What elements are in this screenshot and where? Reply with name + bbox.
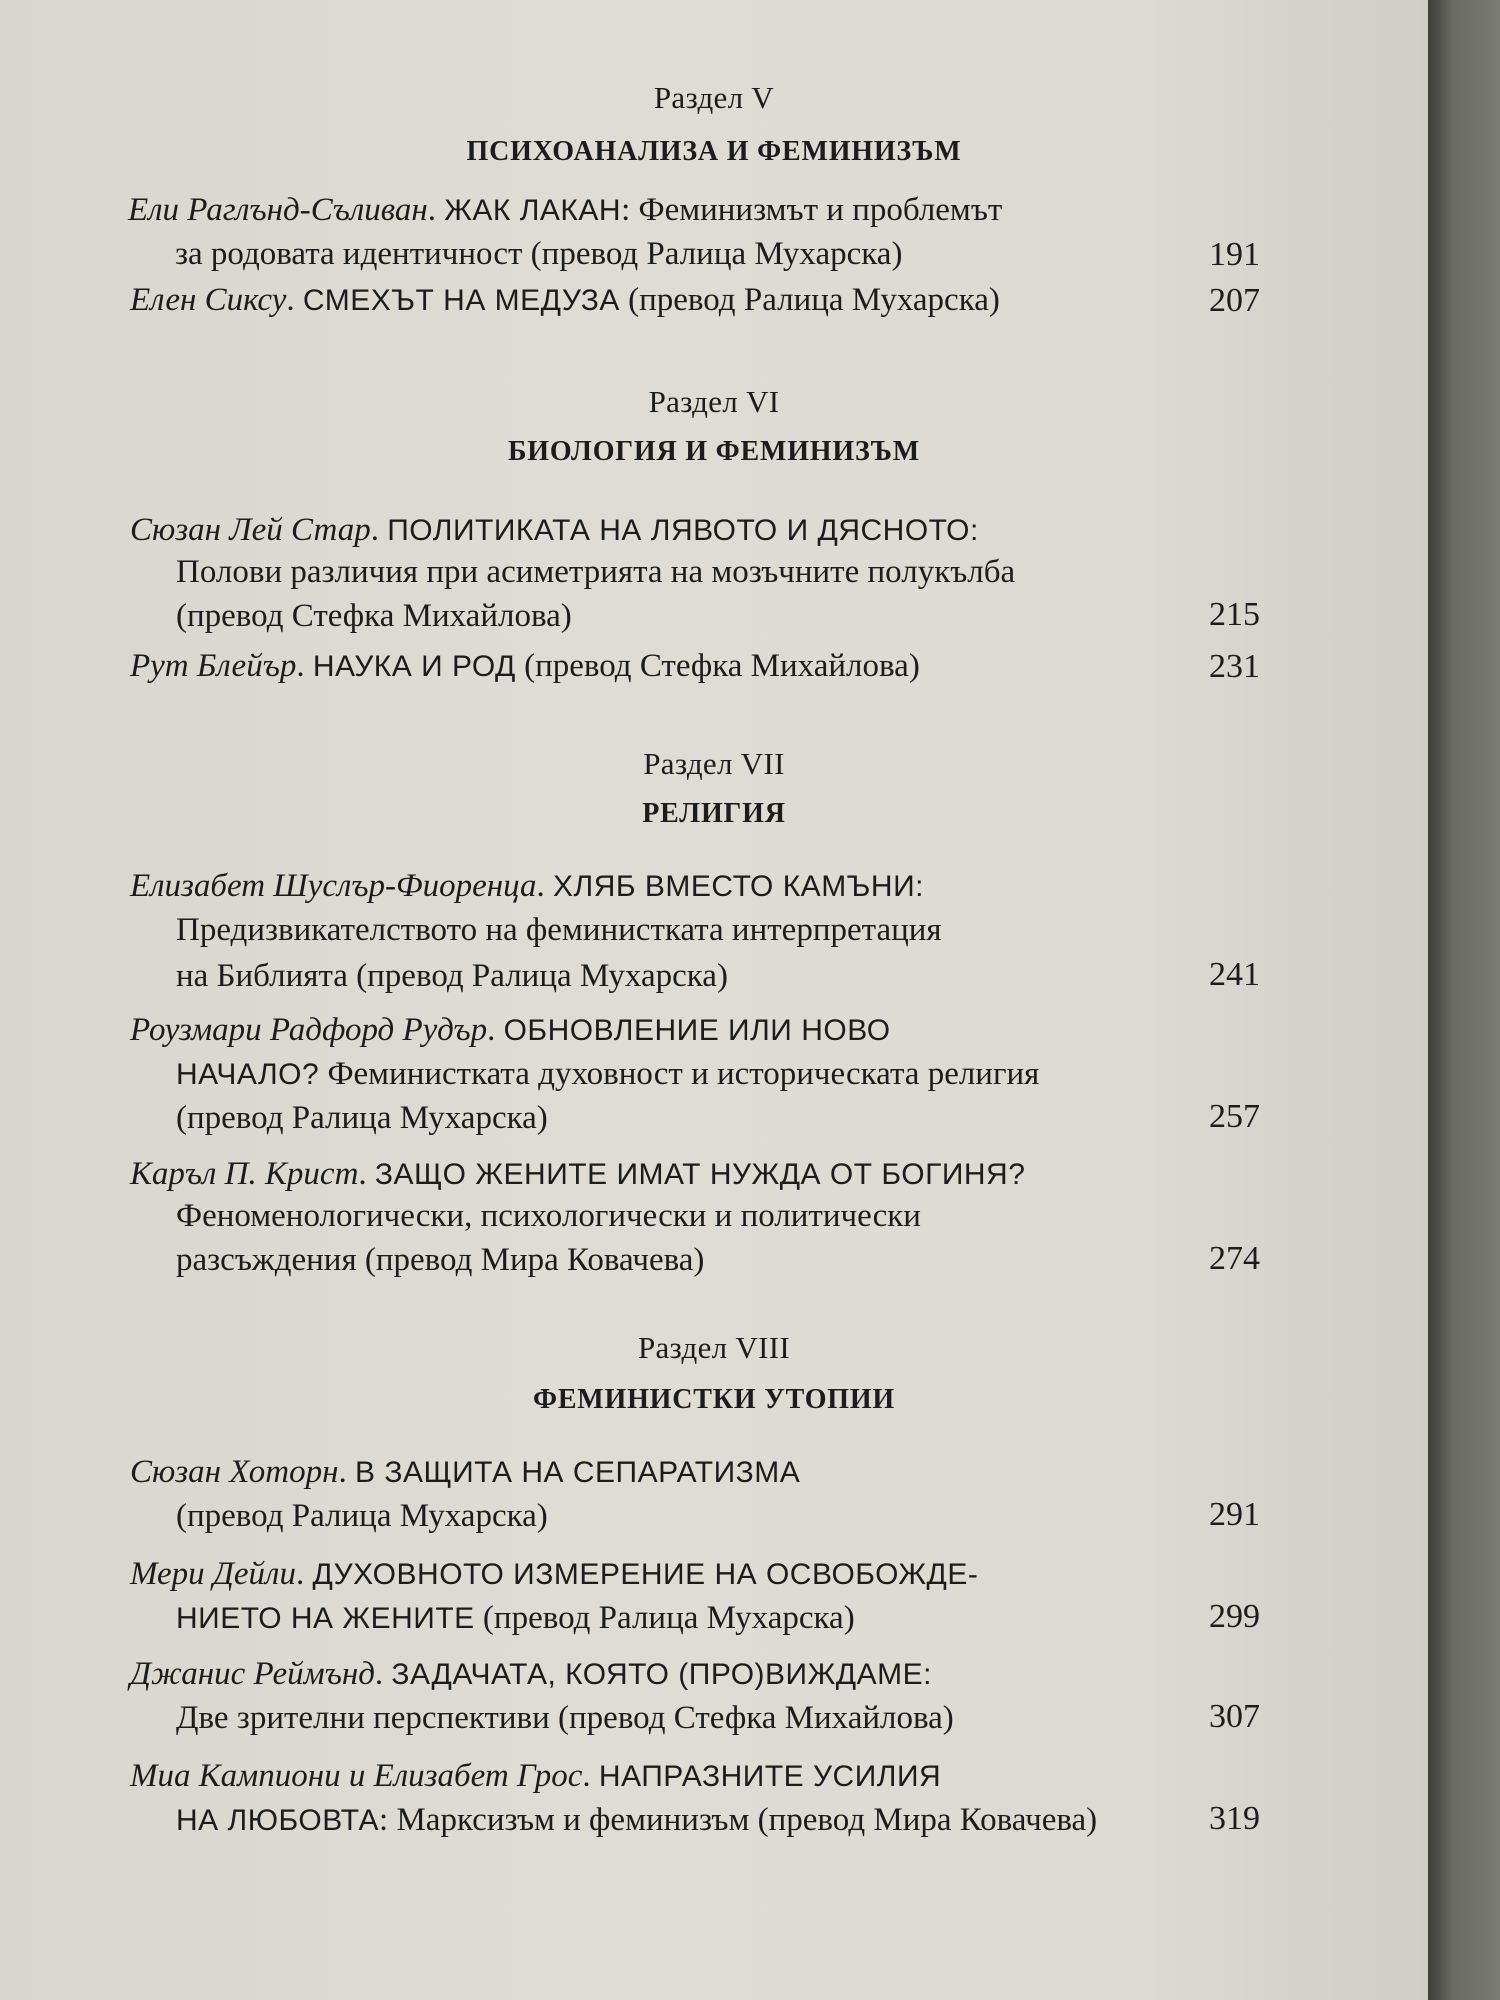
section-title: ПСИХОАНАЛИЗА И ФЕМИНИЗЪМ bbox=[466, 136, 962, 167]
entry-subtitle: Феминистката духовност и историческата религия bbox=[319, 1056, 1040, 1092]
entry-title-cont: НАЧАЛО? bbox=[176, 1058, 320, 1091]
entry-title-cont: НА ЛЮБОВТА bbox=[176, 1804, 380, 1837]
section-title: БИОЛОГИЯ И ФЕМИНИЗЪМ bbox=[507, 436, 921, 467]
entry-title: НАПРАЗНИТЕ УСИЛИЯ bbox=[598, 1760, 942, 1793]
page-number: 207 bbox=[1209, 282, 1260, 319]
entry-author: Елен Сиксу bbox=[130, 282, 287, 318]
entry-title: ЗАДАЧАТА, КОЯТО (ПРО)ВИЖДАМЕ: bbox=[391, 1658, 932, 1691]
page-number: 191 bbox=[1209, 236, 1260, 273]
entry-author: Миа Кампиони и Елизабет Грос bbox=[130, 1758, 583, 1794]
entry-details: за родовата идентичност (превод Ралица Мухарска) bbox=[175, 236, 903, 272]
page-number: 274 bbox=[1209, 1240, 1260, 1277]
toc-entry-line bbox=[176, 1802, 1097, 1839]
section-label: Раздел V bbox=[653, 80, 775, 115]
page-number: 215 bbox=[1209, 596, 1260, 633]
entry-details: (превод Ралица Мухарска) bbox=[474, 1600, 855, 1636]
page-number: 241 bbox=[1209, 956, 1260, 993]
entry-author: Сюзан Хоторн bbox=[130, 1454, 339, 1490]
entry-details: (превод Стефка Михайлова) bbox=[515, 648, 920, 684]
page-edge-shadow bbox=[1428, 0, 1500, 2000]
entry-title: ОБНОВЛЕНИЕ ИЛИ НОВО bbox=[503, 1014, 891, 1047]
section-label: Раздел VIII bbox=[637, 1330, 791, 1365]
toc-entry-line: Елизабет Шуслър-Фиоренца. ХЛЯБ ВМЕСТО КАМЪНИ: bbox=[130, 868, 924, 904]
entry-author: Каръл П. Крист bbox=[130, 1156, 359, 1192]
toc-entry-line: Ели Раглънд-Съливан. ЖАК ЛАКАН: Феминизмът и проблемът bbox=[128, 192, 1003, 228]
toc-entry-line: Рут Блейър. НАУКА И РОД (превод Стефка Михайлова) bbox=[130, 648, 920, 684]
entry-title-cont: НИЕТО НА ЖЕНИТЕ bbox=[176, 1602, 475, 1635]
entry-subtitle: Две зрителни перспективи (превод Стефка Михайлова) bbox=[176, 1700, 954, 1736]
entry-details: на Библията (превод Ралица Мухарска) bbox=[176, 958, 728, 994]
entry-subtitle: : Марксизъм и феминизъм (превод Мира Ковачева) bbox=[379, 1802, 1098, 1838]
entry-title: ПОЛИТИКАТА НА ЛЯВОТО И ДЯСНОТО: bbox=[387, 514, 979, 547]
entry-subtitle: Предизвикателството на феминистката интерпретация bbox=[176, 912, 942, 948]
entry-details: (превод Ралица Мухарска) bbox=[176, 1498, 548, 1534]
entry-subtitle: Феноменологически, психологически и политически bbox=[176, 1198, 921, 1234]
toc-entry-line: Каръл П. Крист. ЗАЩО ЖЕНИТЕ ИМАТ НУЖДА ОТ БОГИНЯ? bbox=[130, 1156, 1026, 1192]
section-label: Раздел VII bbox=[643, 746, 785, 781]
entry-title: ЗАЩО ЖЕНИТЕ ИМАТ НУЖДА ОТ БОГИНЯ? bbox=[374, 1158, 1026, 1191]
entry-title: ДУХОВНОТО ИЗМЕРЕНИЕ НА ОСВОБОЖДЕ- bbox=[312, 1558, 979, 1591]
toc-entry-line: Сюзан Лей Стар. ПОЛИТИКАТА НА ЛЯВОТО И ДЯСНОТО: bbox=[130, 512, 979, 548]
entry-author: Сюзан Лей Стар bbox=[130, 512, 371, 548]
entry-details: (превод Ралица Мухарска) bbox=[176, 1100, 548, 1136]
entry-author: Роузмари Радфорд Рудър bbox=[130, 1012, 488, 1048]
toc-entry-line: Джанис Реймънд. ЗАДАЧАТА, КОЯТО (ПРО)ВИЖДАМЕ: bbox=[130, 1656, 932, 1692]
page-number: 319 bbox=[1209, 1800, 1260, 1837]
entry-subtitle: Полови различия при асиметрията на мозъчните полукълба bbox=[176, 554, 1016, 590]
toc-entry-line: Елен Сиксу. СМЕХЪТ НА МЕДУЗА (превод Ралица Мухарска) bbox=[130, 282, 1000, 318]
page-number: 299 bbox=[1209, 1598, 1260, 1635]
entry-title: ХЛЯБ ВМЕСТО КАМЪНИ: bbox=[553, 870, 924, 903]
entry-author: Мери Дейли bbox=[130, 1556, 296, 1592]
entry-details: (превод Стефка Михайлова) bbox=[176, 598, 572, 634]
toc-entry-line bbox=[176, 1056, 1039, 1093]
entry-title: СМЕХЪТ НА МЕДУЗА bbox=[302, 284, 620, 317]
entry-details: разсъждения (превод Мира Ковачева) bbox=[176, 1242, 705, 1278]
section-label: Раздел VI bbox=[648, 384, 780, 419]
page-number: 291 bbox=[1209, 1496, 1260, 1533]
entry-author: Джанис Реймънд bbox=[130, 1656, 375, 1692]
entry-author: Рут Блейър bbox=[130, 648, 297, 684]
entry-title: ЖАК ЛАКАН bbox=[444, 194, 622, 227]
toc-entry-line: Мери Дейли. ДУХОВНОТО ИЗМЕРЕНИЕ НА ОСВОБОЖДЕ- bbox=[130, 1556, 979, 1592]
entry-author: Елизабет Шуслър-Фиоренца bbox=[130, 868, 537, 904]
toc-entry-line bbox=[176, 1600, 855, 1637]
section-title: ФЕМИНИСТКИ УТОПИИ bbox=[532, 1384, 896, 1415]
entry-subtitle: : Феминизмът и проблемът bbox=[621, 192, 1003, 228]
toc-entry-line: Сюзан Хоторн. В ЗАЩИТА НА СЕПАРАТИЗМА bbox=[130, 1454, 801, 1490]
toc-entry-line: Миа Кампиони и Елизабет Грос. НАПРАЗНИТЕ УСИЛИЯ bbox=[130, 1758, 942, 1794]
entry-details: (превод Ралица Мухарска) bbox=[619, 282, 1000, 318]
toc-entry-line: Роузмари Радфорд Рудър. ОБНОВЛЕНИЕ ИЛИ НОВО bbox=[130, 1012, 891, 1048]
page-number: 231 bbox=[1209, 648, 1260, 685]
entry-title: В ЗАЩИТА НА СЕПАРАТИЗМА bbox=[354, 1456, 801, 1489]
page-number: 257 bbox=[1209, 1098, 1260, 1135]
page-number: 307 bbox=[1209, 1698, 1260, 1735]
section-title: РЕЛИГИЯ bbox=[642, 798, 786, 829]
entry-title: НАУКА И РОД bbox=[312, 650, 516, 683]
entry-author: Ели Раглънд-Съливан bbox=[128, 192, 428, 228]
